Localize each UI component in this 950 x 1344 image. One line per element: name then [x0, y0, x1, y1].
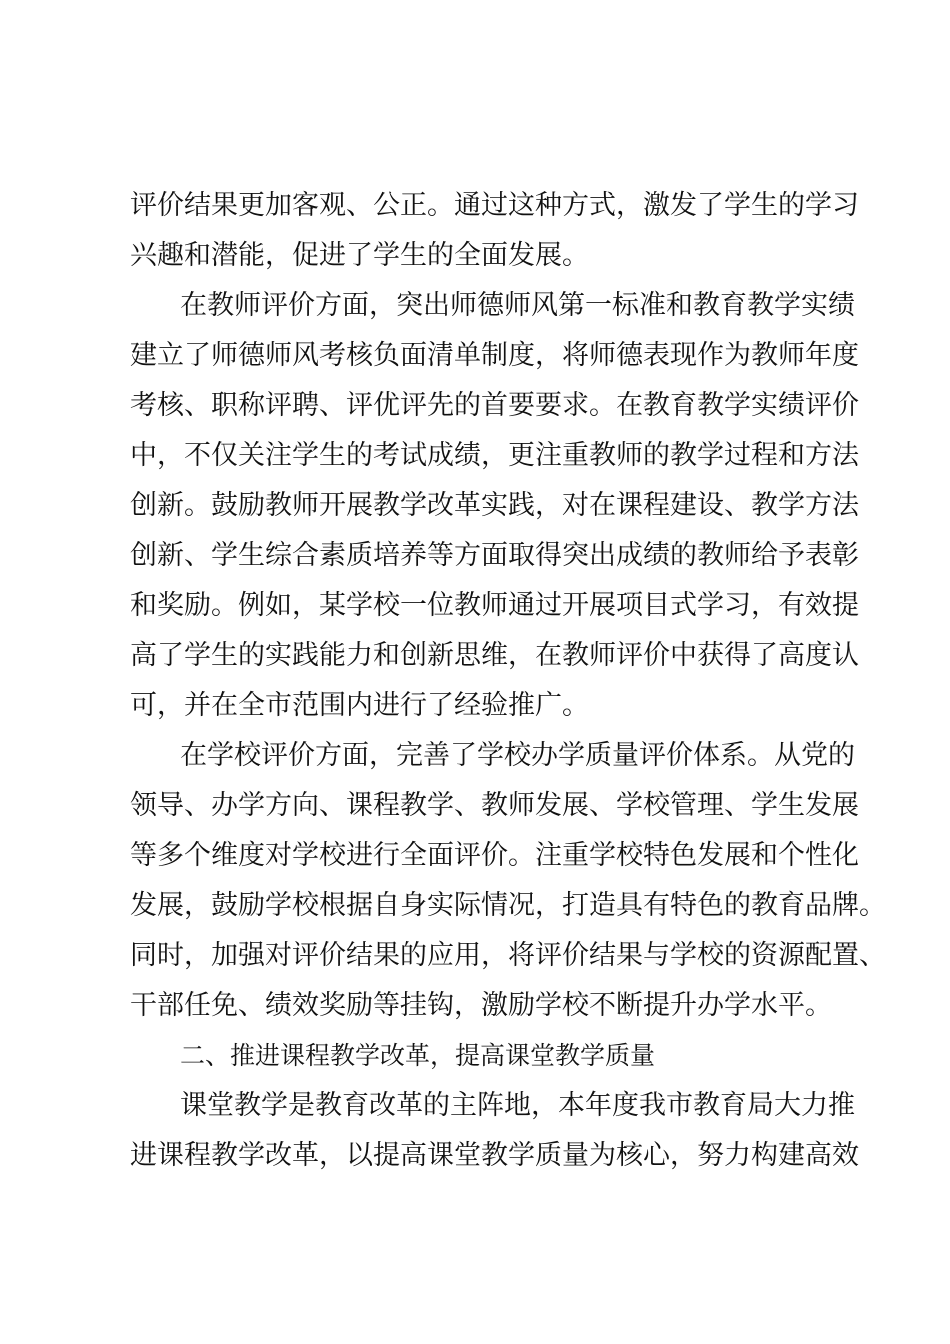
text-line: 可，并在全市范围内进行了经验推广。	[130, 690, 589, 721]
text-line: 和奖励。例如，某学校一位教师通过开展项目式学习，有效提	[130, 590, 859, 621]
text-line: 创新、学生综合素质培养等方面取得突出成绩的教师给予表彰	[130, 540, 859, 571]
text-line: 在学校评价方面，完善了学校办学质量评价体系。从党的	[180, 740, 855, 771]
text-line: 课堂教学是教育改革的主阵地，本年度我市教育局大力推	[180, 1090, 855, 1121]
text-line: 兴趣和潜能，促进了学生的全面发展。	[130, 240, 589, 271]
text-line: 同时，加强对评价结果的应用，将评价结果与学校的资源配置、	[130, 940, 886, 971]
text-line: 中，不仅关注学生的考试成绩，更注重教师的教学过程和方法	[130, 440, 859, 471]
text-line: 建立了师德师风考核负面清单制度，将师德表现作为教师年度	[130, 340, 859, 371]
text-line: 高了学生的实践能力和创新思维，在教师评价中获得了高度认	[130, 640, 859, 671]
text-line: 领导、办学方向、课程教学、教师发展、学校管理、学生发展	[130, 790, 859, 821]
text-line: 干部任免、绩效奖励等挂钩，激励学校不断提升办学水平。	[130, 990, 832, 1021]
text-line: 创新。鼓励教师开展教学改革实践，对在课程建设、教学方法	[130, 490, 859, 521]
text-line: 在教师评价方面，突出师德师风第一标准和教育教学实绩	[180, 290, 855, 321]
text-line: 考核、职称评聘、评优评先的首要要求。在教育教学实绩评价	[130, 390, 859, 421]
text-line: 等多个维度对学校进行全面评价。注重学校特色发展和个性化	[130, 840, 859, 871]
text-line: 发展，鼓励学校根据自身实际情况，打造具有特色的教育品牌。	[130, 890, 886, 921]
section-heading: 二、推进课程教学改革，提高课堂教学质量	[180, 1041, 656, 1070]
text-line: 进课程教学改革，以提高课堂教学质量为核心，努力构建高效	[130, 1140, 859, 1171]
text-line: 评价结果更加客观、公正。通过这种方式，激发了学生的学习	[130, 190, 859, 221]
